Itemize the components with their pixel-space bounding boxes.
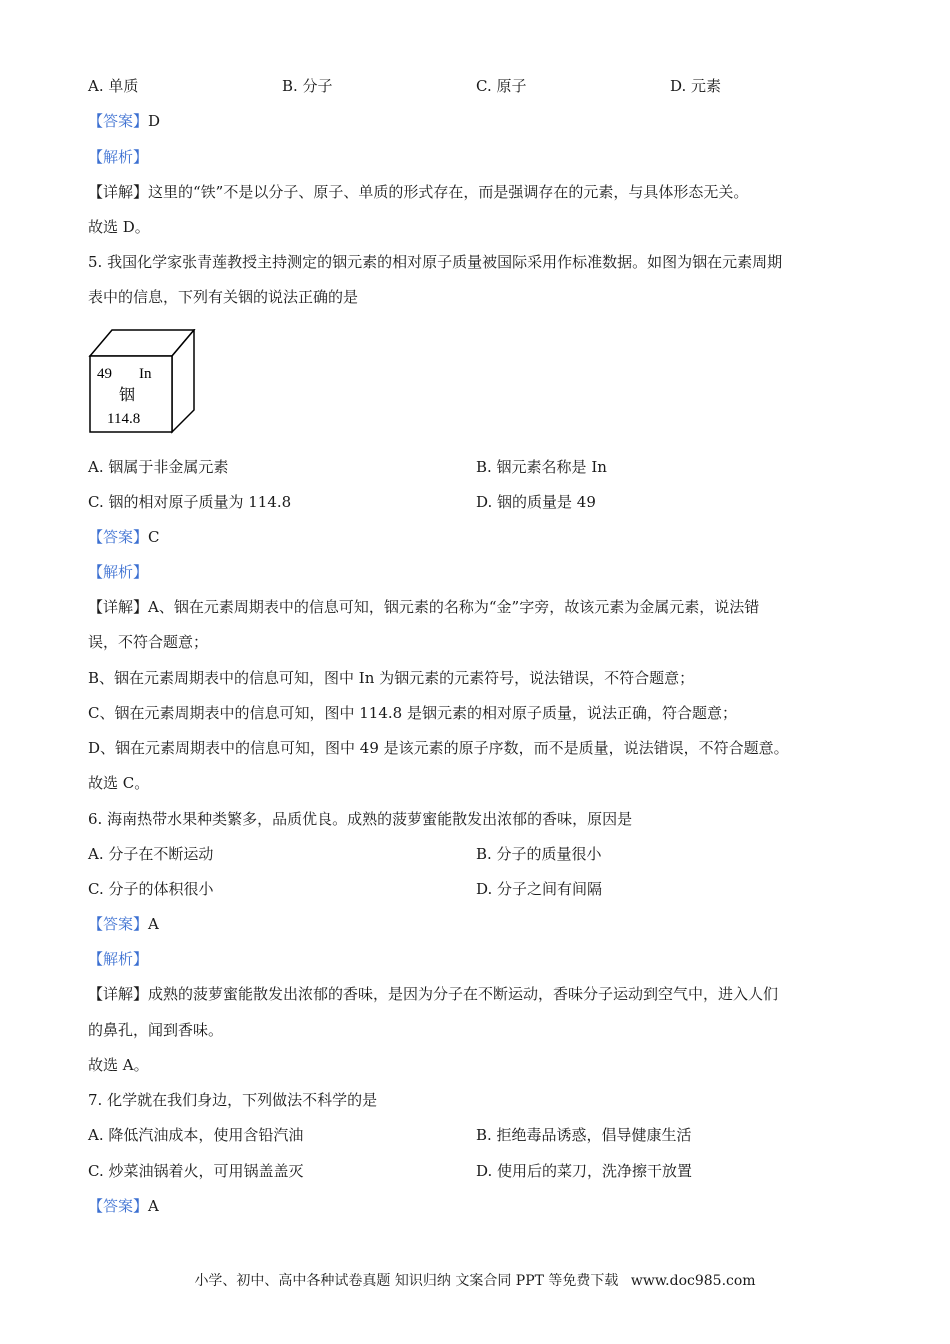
q4-detail (88, 182, 748, 202)
q7-stem: 7. 化学就在我们身边，下列做法不科学的是 (88, 1091, 378, 1109)
q7-answer (88, 1196, 159, 1216)
q7-option-d: D. 使用后的菜刀，洗净擦干放置 (476, 1162, 693, 1180)
q5-option-d: D. 铟的质量是 49 (476, 493, 596, 511)
q5-stem-line1: 5. 我国化学家张青莲教授主持测定的铟元素的相对原子质量被国际采用作标准数据。如图为铟在元素周期 (88, 253, 783, 271)
detail-text: 成熟的菠萝蜜能散发出浓郁的香味，是因为分子在不断运动，香味分子运动到空气中，进入人们 (148, 985, 779, 1003)
q7-option-c: C. 炒菜油锅着火，可用锅盖盖灭 (88, 1162, 304, 1180)
page-footer (0, 1270, 950, 1290)
q6-option-a: A. 分子在不断运动 (88, 845, 214, 863)
footer-link[interactable]: www.doc985.com (630, 1273, 756, 1289)
answer-label: 【答案】 (88, 528, 149, 546)
answer-label: 【答案】 (88, 1197, 149, 1215)
detail-text: 这里的“铁”不是以分子、原子、单质的形式存在，而是强调存在的元素，与具体形态无关。 (148, 183, 749, 201)
q4-option-b: B. 分子 (282, 77, 333, 95)
q5-detail-line1 (88, 597, 759, 617)
q4-option-d: D. 元素 (670, 77, 722, 95)
q5-stem-line2: 表中的信息，下列有关铟的说法正确的是 (88, 288, 359, 306)
q5-detail-line2: 误，不符合题意； (88, 633, 209, 651)
detail-label: 【详解】 (88, 598, 149, 616)
q5-detail-line5: D、铟在元素周期表中的信息可知，图中 49 是该元素的原子序数，而不是质量，说法错误，不符合题意。 (88, 739, 789, 757)
q5-option-c: C. 铟的相对原子质量为 114.8 (88, 493, 292, 511)
answer-value: A (148, 915, 159, 933)
q6-stem: 6. 海南热带水果种类繁多，品质优良。成熟的菠萝蜜能散发出浓郁的香味，原因是 (88, 810, 633, 828)
q6-option-b: B. 分子的质量很小 (476, 845, 602, 863)
footer-text: 小学、初中、高中各种试卷真题 知识归纳 文案合同 PPT 等免费下载 (194, 1273, 619, 1289)
answer-value: C (148, 528, 160, 546)
q6-detail-line1 (88, 984, 778, 1004)
q5-detail-line4: C、铟在元素周期表中的信息可知，图中 114.8 是铟元素的相对原子质量，说法正确，符合题意； (88, 704, 737, 722)
detail-label: 【详解】 (88, 985, 149, 1003)
answer-label: 【答案】 (88, 915, 149, 933)
q5-option-b: B. 铟元素名称是 In (476, 458, 607, 476)
q5-answer (88, 527, 160, 547)
q5-detail-line3: B、铟在元素周期表中的信息可知，图中 In 为铟元素的元素符号，说法错误，不符合题意； (88, 669, 695, 687)
element-name: 铟 (119, 387, 136, 404)
q6-detail-line2: 的鼻孔，闻到香味。 (88, 1021, 224, 1039)
q4-answer (88, 111, 160, 131)
answer-value: D (148, 112, 161, 130)
q6-answer (88, 914, 159, 934)
q5-option-a: A. 铟属于非金属元素 (88, 458, 229, 476)
q5-conclusion: 故选 C。 (88, 774, 150, 792)
q4-analysis-label: 【解析】 (88, 148, 149, 166)
q6-conclusion: 故选 A。 (88, 1056, 149, 1074)
detail-text: A、铟在元素周期表中的信息可知，铟元素的名称为“金”字旁，故该元素为金属元素，说法错 (148, 598, 760, 616)
answer-label: 【答案】 (88, 112, 149, 130)
atomic-number: 49 (97, 366, 112, 382)
answer-value: A (148, 1197, 159, 1215)
q5-analysis-label: 【解析】 (88, 563, 149, 581)
q4-option-a: A. 单质 (88, 77, 139, 95)
q4-option-c: C. 原子 (476, 77, 527, 95)
q7-option-a: A. 降低汽油成本，使用含铅汽油 (88, 1126, 304, 1144)
indium-element-cube (88, 329, 198, 437)
q7-option-b: B. 拒绝毒品诱惑，倡导健康生活 (476, 1126, 692, 1144)
q6-option-d: D. 分子之间有间隔 (476, 880, 603, 898)
detail-label: 【详解】 (88, 183, 149, 201)
atomic-mass: 114.8 (107, 411, 141, 427)
q4-conclusion: 故选 D。 (88, 218, 150, 236)
q6-option-c: C. 分子的体积很小 (88, 880, 214, 898)
q6-analysis-label: 【解析】 (88, 950, 149, 968)
element-symbol: In (139, 366, 152, 382)
